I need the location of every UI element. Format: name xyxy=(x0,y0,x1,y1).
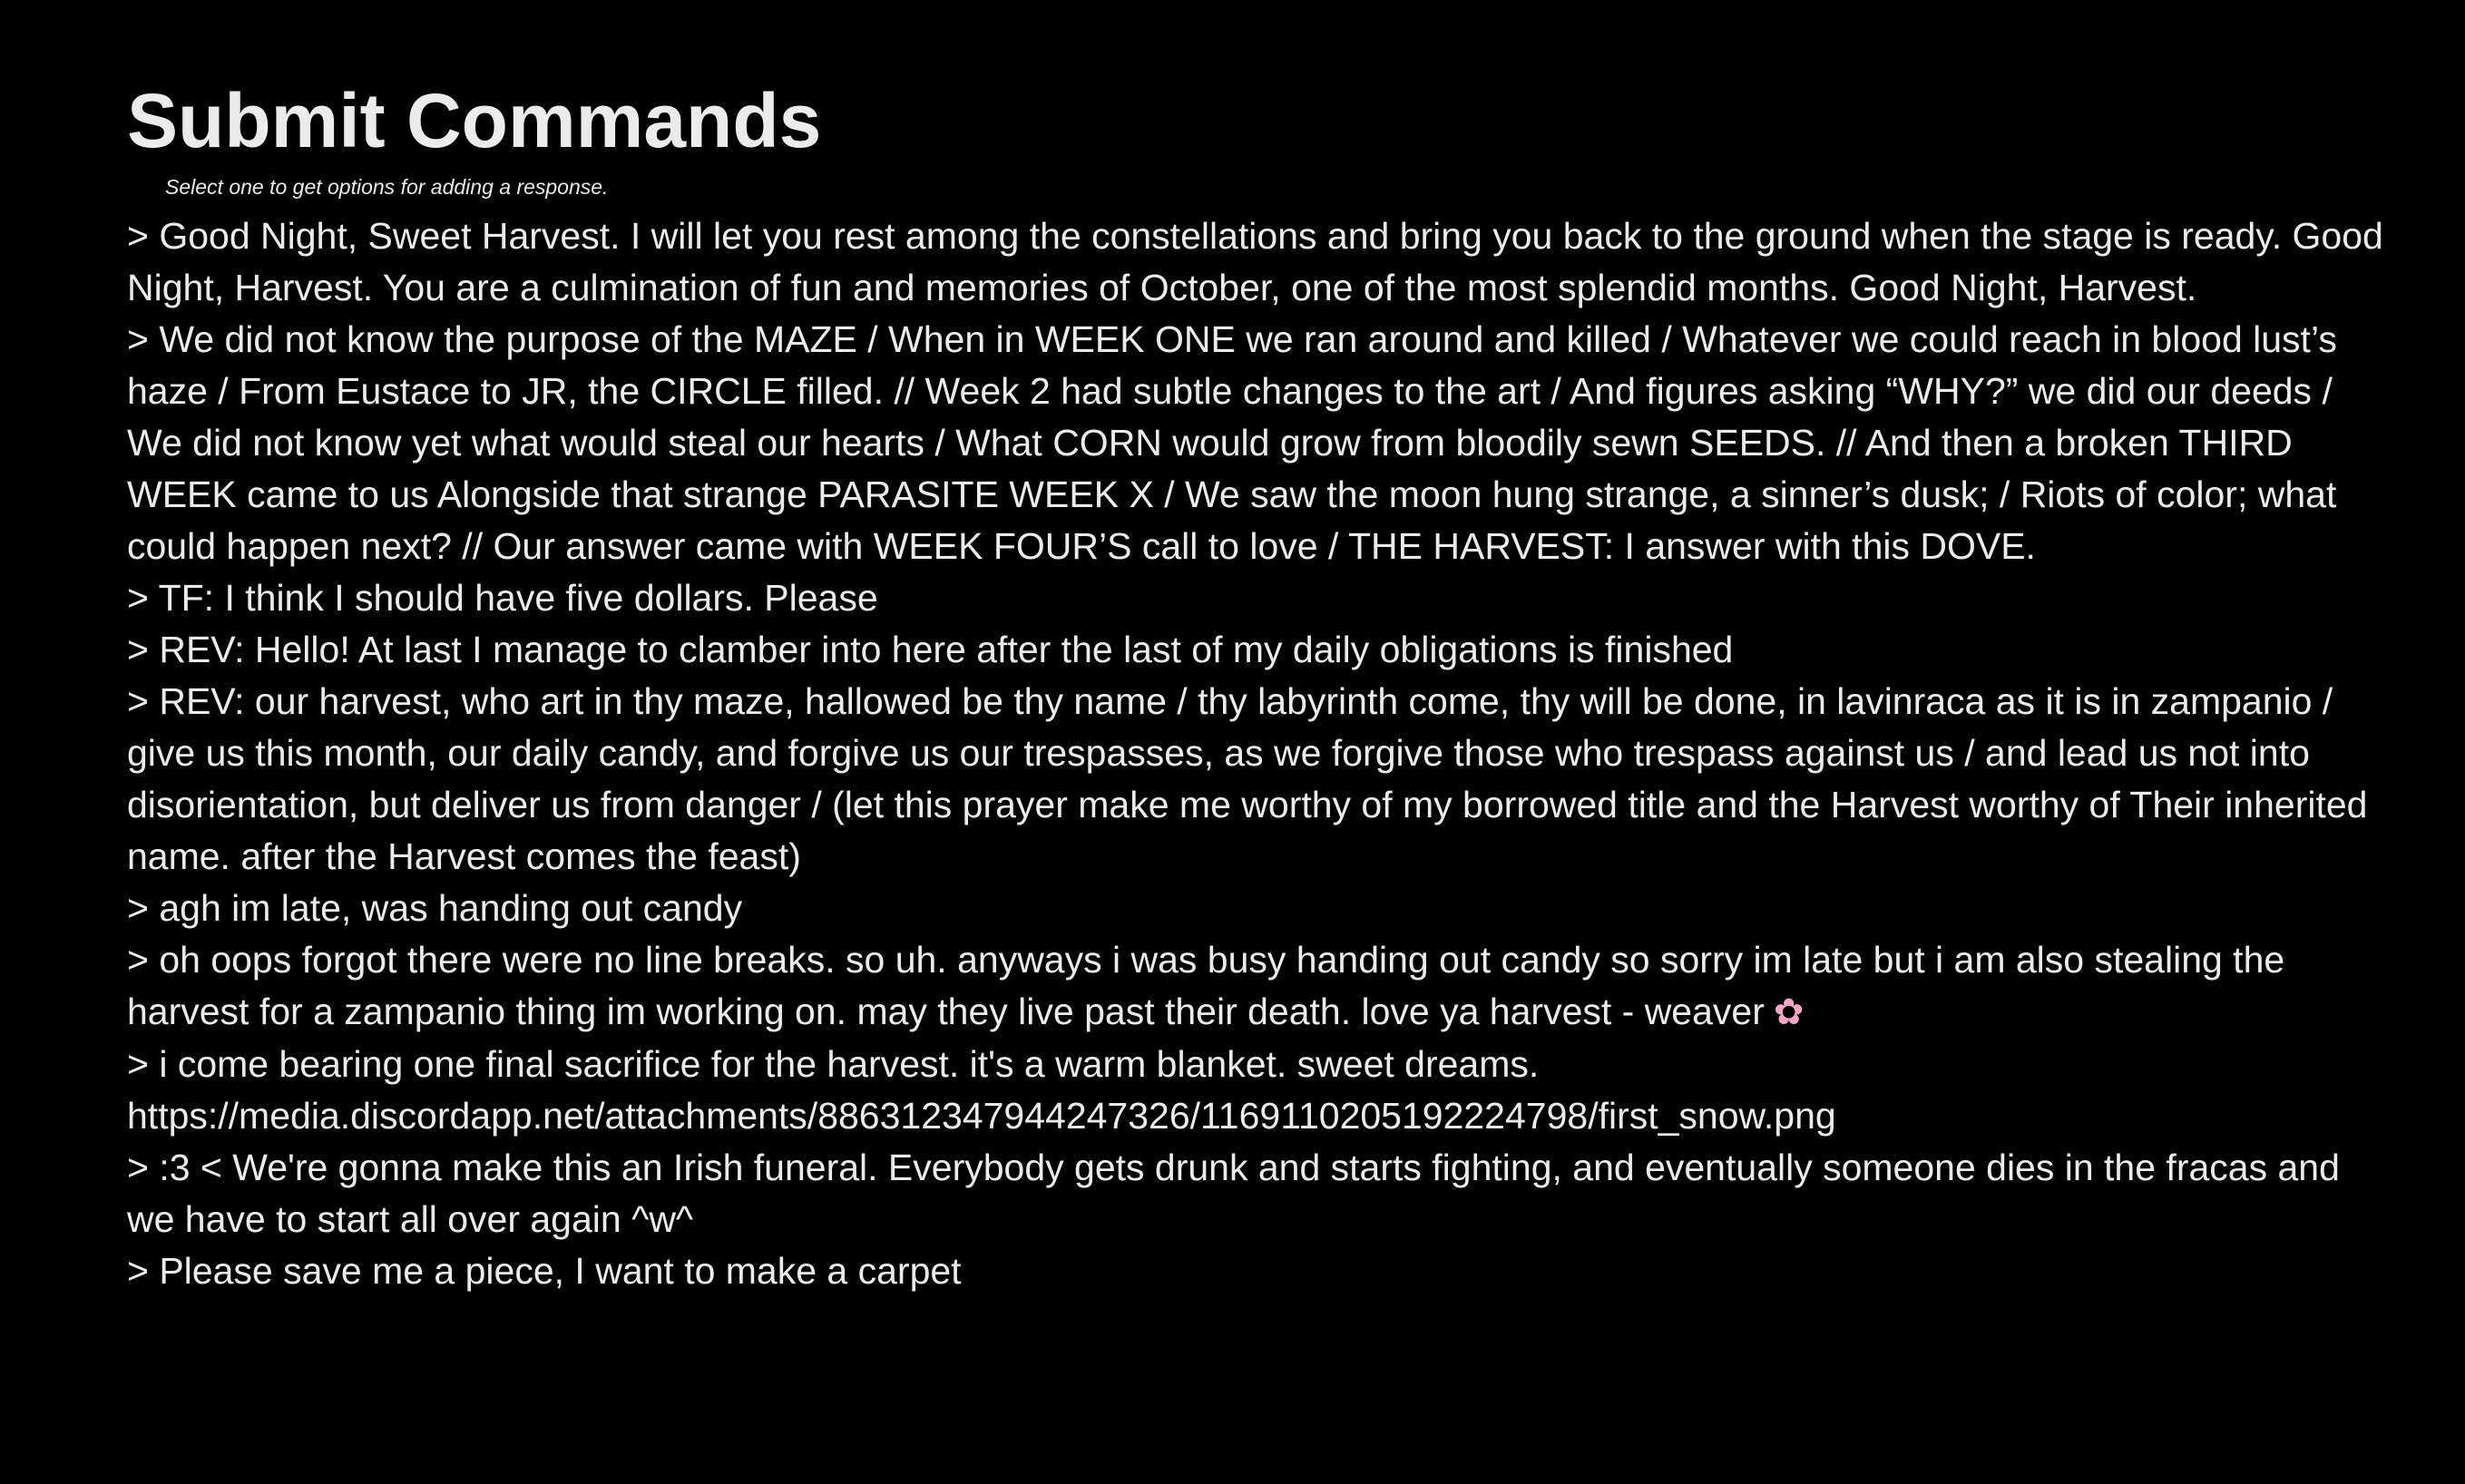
command-item[interactable] xyxy=(127,1245,2395,1297)
command-item[interactable] xyxy=(127,314,2395,572)
cherry-blossom-icon: ✿ xyxy=(1773,991,1805,1033)
command-text: > We did not know the purpose of the MAZE / When in WEEK ONE we ran around and killed / Whatever we could reach in blood lust’s haze / From Eustace to JR, the CIRCLE filled. // Week 2 had subtle changes to the art / And figures asking “WHY?” we did our deeds / We did not know yet what would steal our hearts / What CORN would grow from bloodily sewn SEEDS. // And then a broken THIRD WEEK came to us Alongside that strange PARASITE WEEK X / We saw the moon hung strange, a sinner’s dusk; / Riots of color; what could happen next? // Our answer came with WEEK FOUR’S call to love / THE HARVEST: I answer with this DOVE. xyxy=(127,318,2348,567)
command-item[interactable] xyxy=(127,934,2395,1039)
command-item[interactable] xyxy=(127,1039,2395,1142)
command-item[interactable] xyxy=(127,1142,2395,1245)
command-text: > Good Night, Sweet Harvest. I will let you rest among the constellations and bring you back to the ground when the stage is ready. Good Night, Harvest. You are a culmination of fun and memories of October, one of the most splendid months. Good Night, Harvest. xyxy=(127,215,2394,308)
command-item[interactable] xyxy=(127,676,2395,883)
command-text: > REV: our harvest, who art in thy maze, hallowed be thy name / thy labyrinth come, thy will be done, in lavinraca as it is in zampanio / give us this month, our daily candy, and forgive us our trespasses, as we forgive those who trespass against us / and lead us not into disorientation, but deliver us from danger / (let this prayer make me worthy of my borrowed title and the Harvest worthy of Their inherited name. after the Harvest comes the feast) xyxy=(127,680,2378,877)
command-item[interactable] xyxy=(127,883,2395,934)
command-list xyxy=(127,210,2395,1297)
command-text: > TF: I think I should have five dollars. Please xyxy=(127,577,878,619)
command-text: > i come bearing one final sacrifice for the harvest. it's a warm blanket. sweet dreams. https://media.discordapp.net/attachments/886312347944247326/1169110205192224798/first_snow.png xyxy=(127,1043,1836,1137)
page-subtitle: Select one to get options for adding a response. xyxy=(165,175,609,199)
command-text: > oh oops forgot there were no line breaks. so uh. anyways i was busy handing out candy so sorry im late but i am also stealing the harvest for a zampanio thing im working on. may they live past their death. love ya harvest - weaver xyxy=(127,939,2295,1032)
command-text: > :3 < We're gonna make this an Irish funeral. Everybody gets drunk and starts fighting, and eventually someone dies in the fracas and we have to start all over again ^w^ xyxy=(127,1147,2351,1240)
command-text: > Please save me a piece, I want to make a carpet xyxy=(127,1250,962,1292)
command-text: > REV: Hello! At last I manage to clamber into here after the last of my daily obligations is finished xyxy=(127,629,1734,670)
page-title: Submit Commands xyxy=(127,78,822,163)
command-text: > agh im late, was handing out candy xyxy=(127,887,743,929)
command-item[interactable] xyxy=(127,210,2395,314)
submit-commands-page xyxy=(127,71,2395,1297)
command-item[interactable] xyxy=(127,624,2395,676)
command-item[interactable] xyxy=(127,572,2395,624)
